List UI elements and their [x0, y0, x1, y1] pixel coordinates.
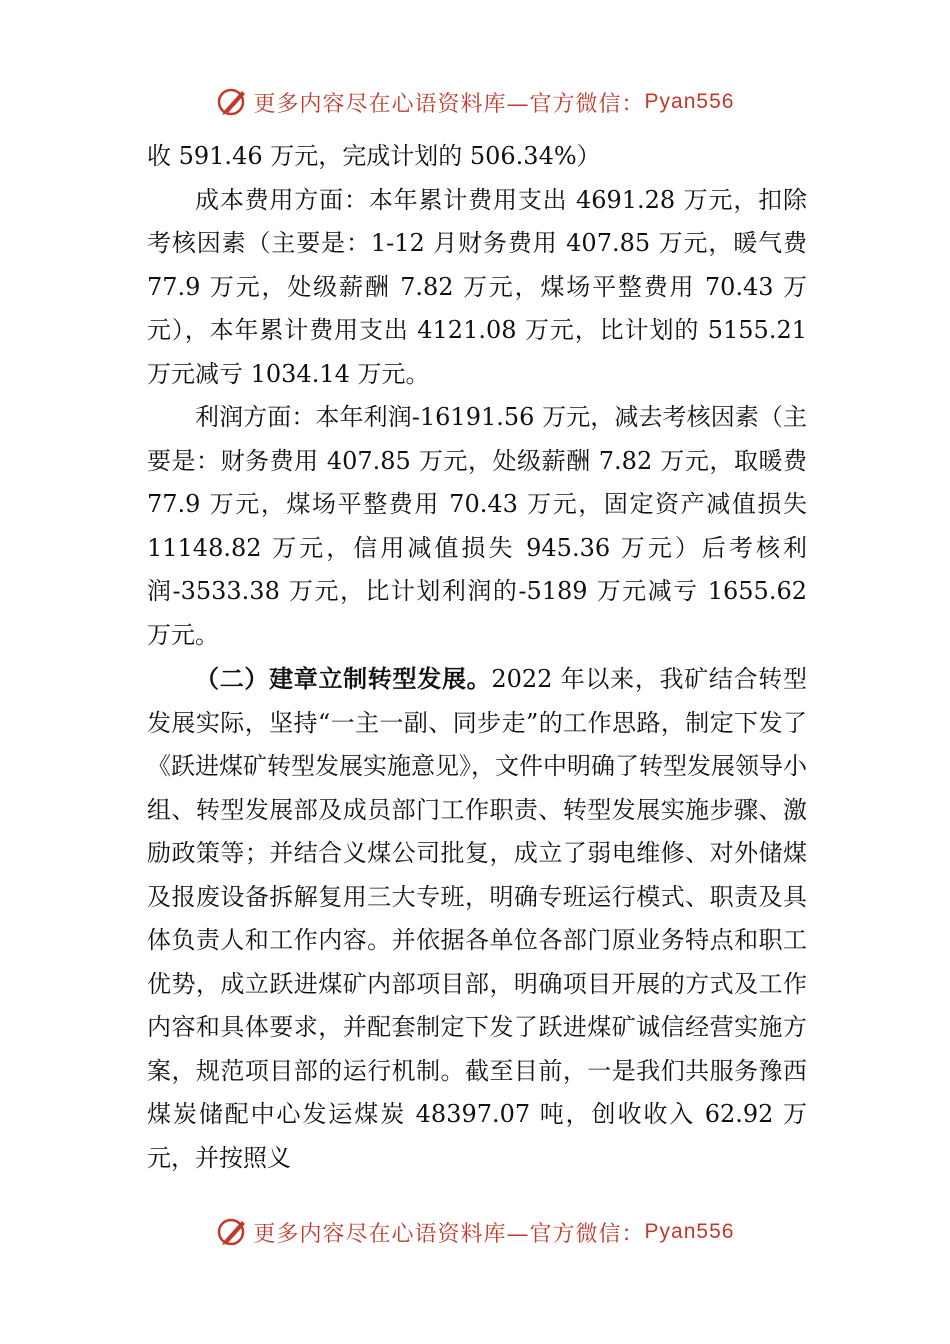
paragraph-cost: 成本费用方面：本年累计费用支出 4691.28 万元，扣除考核因素（主要是：1-12 月财务费用 407.85 万元，暖气费 77.9 万元，处级薪酬 7.82 万元，煤场平整费用 70.43 万元），本年累计费用支出 4121.08 万元，比计划的 5155.21 万元减亏 1034.14 万元。 — [147, 185, 807, 388]
banner-text: 更多内容尽在心语资料库—官方微信： — [253, 91, 645, 117]
banner-wechat-id: Pyan556 — [644, 1220, 735, 1243]
banner-wechat-id: Pyan556 — [644, 90, 735, 113]
section-heading: （二）建章立制转型发展。 — [195, 664, 492, 693]
paragraph-1: 收 591.46 万元，完成计划的 506.34%） — [147, 142, 601, 170]
document-body — [147, 135, 807, 1180]
section-body: 2022 年以来，我矿结合转型发展实际，坚持“一主一副、同步走”的工作思路，制定下发了《跃进煤矿转型发展实施意见》，文件中明确了转型发展领导小组、转型发展部及成员部门工作职责、转型发展实施步骤、激励政策等；并结合义煤公司批复，成立了弱电维修、对外储煤及报废设备拆解复用三大专班，明确专班运行模式、职责及具体负责人和工作内容。并依据各单位各部门原业务特点和职工优势，成立跃进煤矿内部项目部，明确项目开展的方式及工作内容和具体要求，并配套制定下发了跃进煤矿诚信经营实施方案，规范项目部的运行机制。截至目前，一是我们共服务豫西煤炭储配中心发运煤炭 48397.07 吨，创收收入 62.92 万元，并按照义 — [147, 665, 807, 1172]
paragraph-profit: 利润方面：本年利润-16191.56 万元，减去考核因素（主要是：财务费用 407.85 万元，处级薪酬 7.82 万元，取暖费 77.9 万元，煤场平整费用 70.43 万元，固定资产减值损失 11148.82 万元，信用减值损失 945.36 万元）后考核利润-3533.38 万元，比计划利润的-5189 万元减亏 1655.62 万元。 — [147, 403, 807, 649]
pen-logo-icon — [216, 1215, 250, 1249]
footer-banner — [0, 1212, 950, 1252]
header-banner — [0, 82, 950, 122]
banner-text: 更多内容尽在心语资料库—官方微信： — [253, 1221, 645, 1247]
paragraph-transformation — [147, 657, 807, 1180]
pen-logo-icon — [216, 85, 250, 119]
